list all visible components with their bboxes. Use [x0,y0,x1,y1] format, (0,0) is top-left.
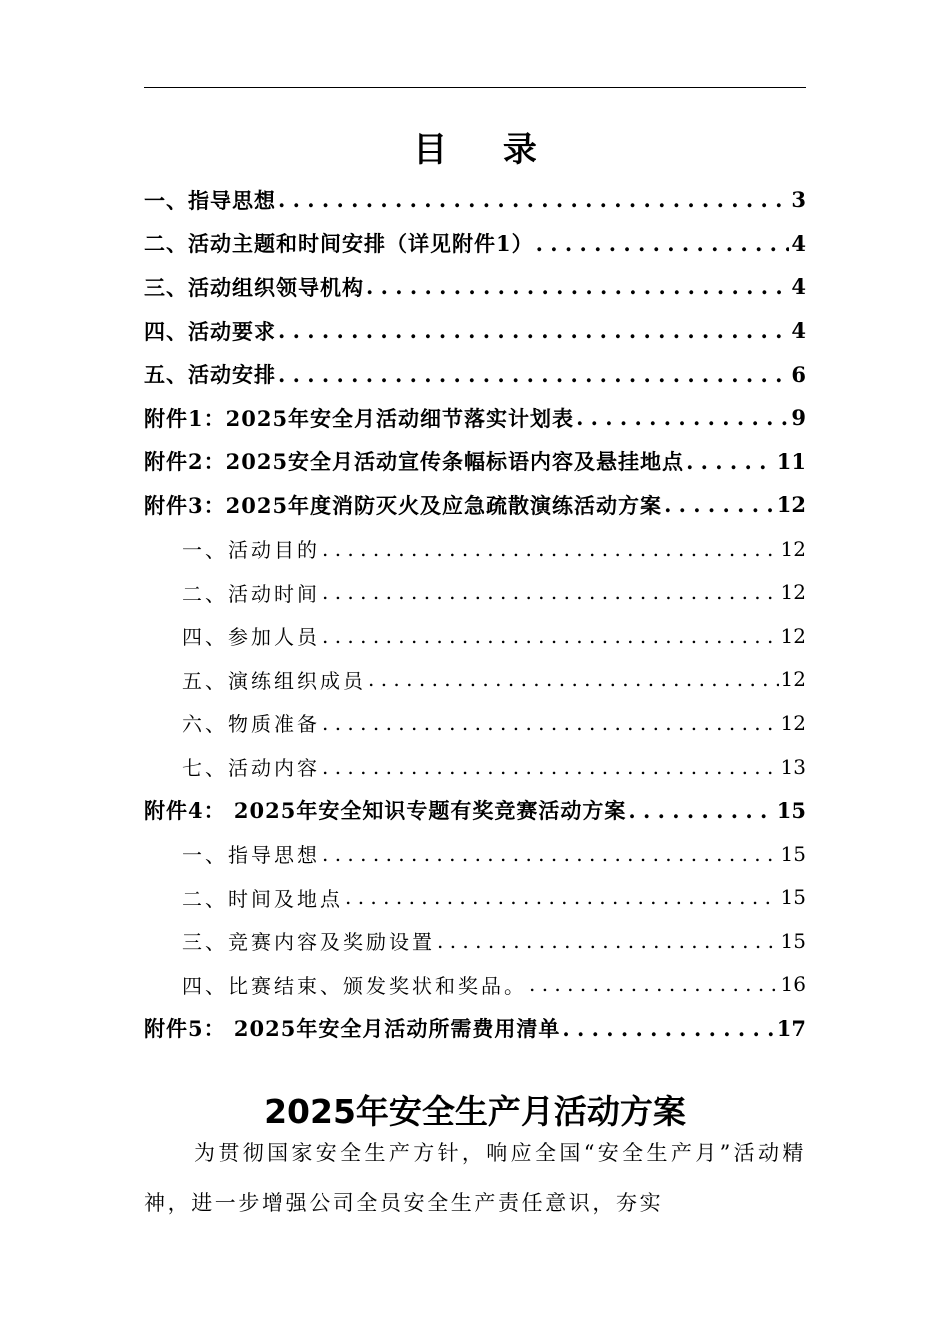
toc-entry[interactable] [144,440,806,484]
toc-dot-leader [322,580,779,604]
toc-page-number: 16 [780,972,806,997]
toc-entry-label: 一、指导思想 [182,843,320,868]
toc-subentry[interactable] [144,527,806,571]
toc-entry[interactable] [144,1006,806,1050]
toc-subentry[interactable] [144,745,806,789]
toc-entry-label: 二、时间及地点 [182,886,343,911]
toc-entry-label: 一、指导思想 [144,187,276,213]
toc-entry[interactable] [144,265,806,309]
toc-dot-leader [576,405,789,430]
toc-entry-label: 附件5： 2025年安全月活动所需费用清单 [144,1016,561,1042]
toc-page-number: 15 [780,841,806,866]
toc-entry[interactable] [144,309,806,353]
toc-dot-leader [368,667,779,691]
toc-dot-leader [529,972,779,996]
toc-dot-leader [322,711,779,735]
table-of-contents [144,178,806,1050]
toc-page-number: 15 [776,797,806,823]
toc-page-number: 12 [780,667,806,692]
toc-dot-leader [322,537,779,561]
toc-dot-leader [278,362,789,387]
toc-dot-leader [322,624,779,648]
toc-entry-label: 附件2：2025安全月活动宣传条幅标语内容及悬挂地点 [144,449,685,475]
toc-entry-label: 二、活动主题和时间安排（详见附件1） [144,231,534,257]
toc-entry[interactable] [144,178,806,222]
toc-page-number: 12 [776,492,806,518]
toc-page-number: 4 [791,274,806,300]
toc-page-number: 3 [791,187,806,213]
toc-entry-label: 附件4： 2025年安全知识专题有奖竞赛活动方案 [144,798,627,824]
toc-dot-leader [628,798,774,823]
intro-paragraph: 为贯彻国家安全生产方针，响应全国“安全生产月”活动精神，进一步增强公司全员安全生产责任意识，夯实 [144,1141,806,1215]
toc-dot-leader [278,318,789,343]
toc-entry-label: 二、活动时间 [182,581,320,606]
toc-subentry[interactable] [144,963,806,1007]
toc-page-number: 12 [780,580,806,605]
toc-dot-leader [322,842,779,866]
header-rule [144,87,806,88]
toc-page-number: 9 [791,405,806,431]
toc-title: 目 录 [413,130,559,170]
toc-entry-label: 附件1：2025年安全月活动细节落实计划表 [144,405,575,431]
toc-dot-leader [437,929,779,953]
toc-page-number: 12 [780,710,806,735]
toc-entry-label: 三、竞赛内容及奖励设置 [182,930,435,955]
document-title: 2025年安全生产月活动方案 [264,1092,686,1131]
toc-dot-leader [562,1016,774,1041]
toc-dot-leader [322,755,779,779]
toc-entry-label: 七、活动内容 [182,756,320,781]
toc-page-number: 17 [776,1015,806,1041]
toc-dot-leader [278,187,789,212]
toc-page-number: 13 [780,754,806,779]
toc-entry-label: 四、参加人员 [182,625,320,650]
toc-entry[interactable] [144,396,806,440]
toc-page-number: 15 [780,928,806,953]
toc-page-number: 6 [791,361,806,387]
toc-dot-leader [536,231,790,256]
toc-entry-label: 四、活动要求 [144,318,276,344]
toc-page-number: 15 [780,885,806,910]
toc-entry-label: 六、物质准备 [182,712,320,737]
toc-subentry[interactable] [144,570,806,614]
toc-page-number: 12 [780,623,806,648]
toc-page-number: 12 [780,536,806,561]
toc-dot-leader [664,492,775,517]
toc-entry-label: 附件3：2025年度消防灭火及应急疏散演练活动方案 [144,492,663,518]
toc-dot-leader [345,885,779,909]
toc-subentry[interactable] [144,701,806,745]
toc-entry[interactable] [144,222,806,266]
toc-page-number: 4 [791,318,806,344]
toc-subentry[interactable] [144,614,806,658]
toc-entry-label: 三、活动组织领导机构 [144,274,364,300]
toc-entry-label: 四、比赛结束、颁发奖状和奖品。 [182,973,527,998]
toc-entry[interactable] [144,483,806,527]
toc-subentry[interactable] [144,919,806,963]
toc-entry[interactable] [144,352,806,396]
toc-page-number: 11 [776,448,806,474]
toc-subentry[interactable] [144,658,806,702]
toc-dot-leader [686,449,775,474]
toc-entry-label: 一、活动目的 [182,538,320,563]
toc-subentry[interactable] [144,876,806,920]
toc-entry-label: 五、活动安排 [144,362,276,388]
toc-page-number: 4 [791,230,806,256]
toc-entry[interactable] [144,788,806,832]
toc-subentry[interactable] [144,832,806,876]
toc-entry-label: 五、演练组织成员 [182,668,366,693]
toc-dot-leader [366,274,789,299]
